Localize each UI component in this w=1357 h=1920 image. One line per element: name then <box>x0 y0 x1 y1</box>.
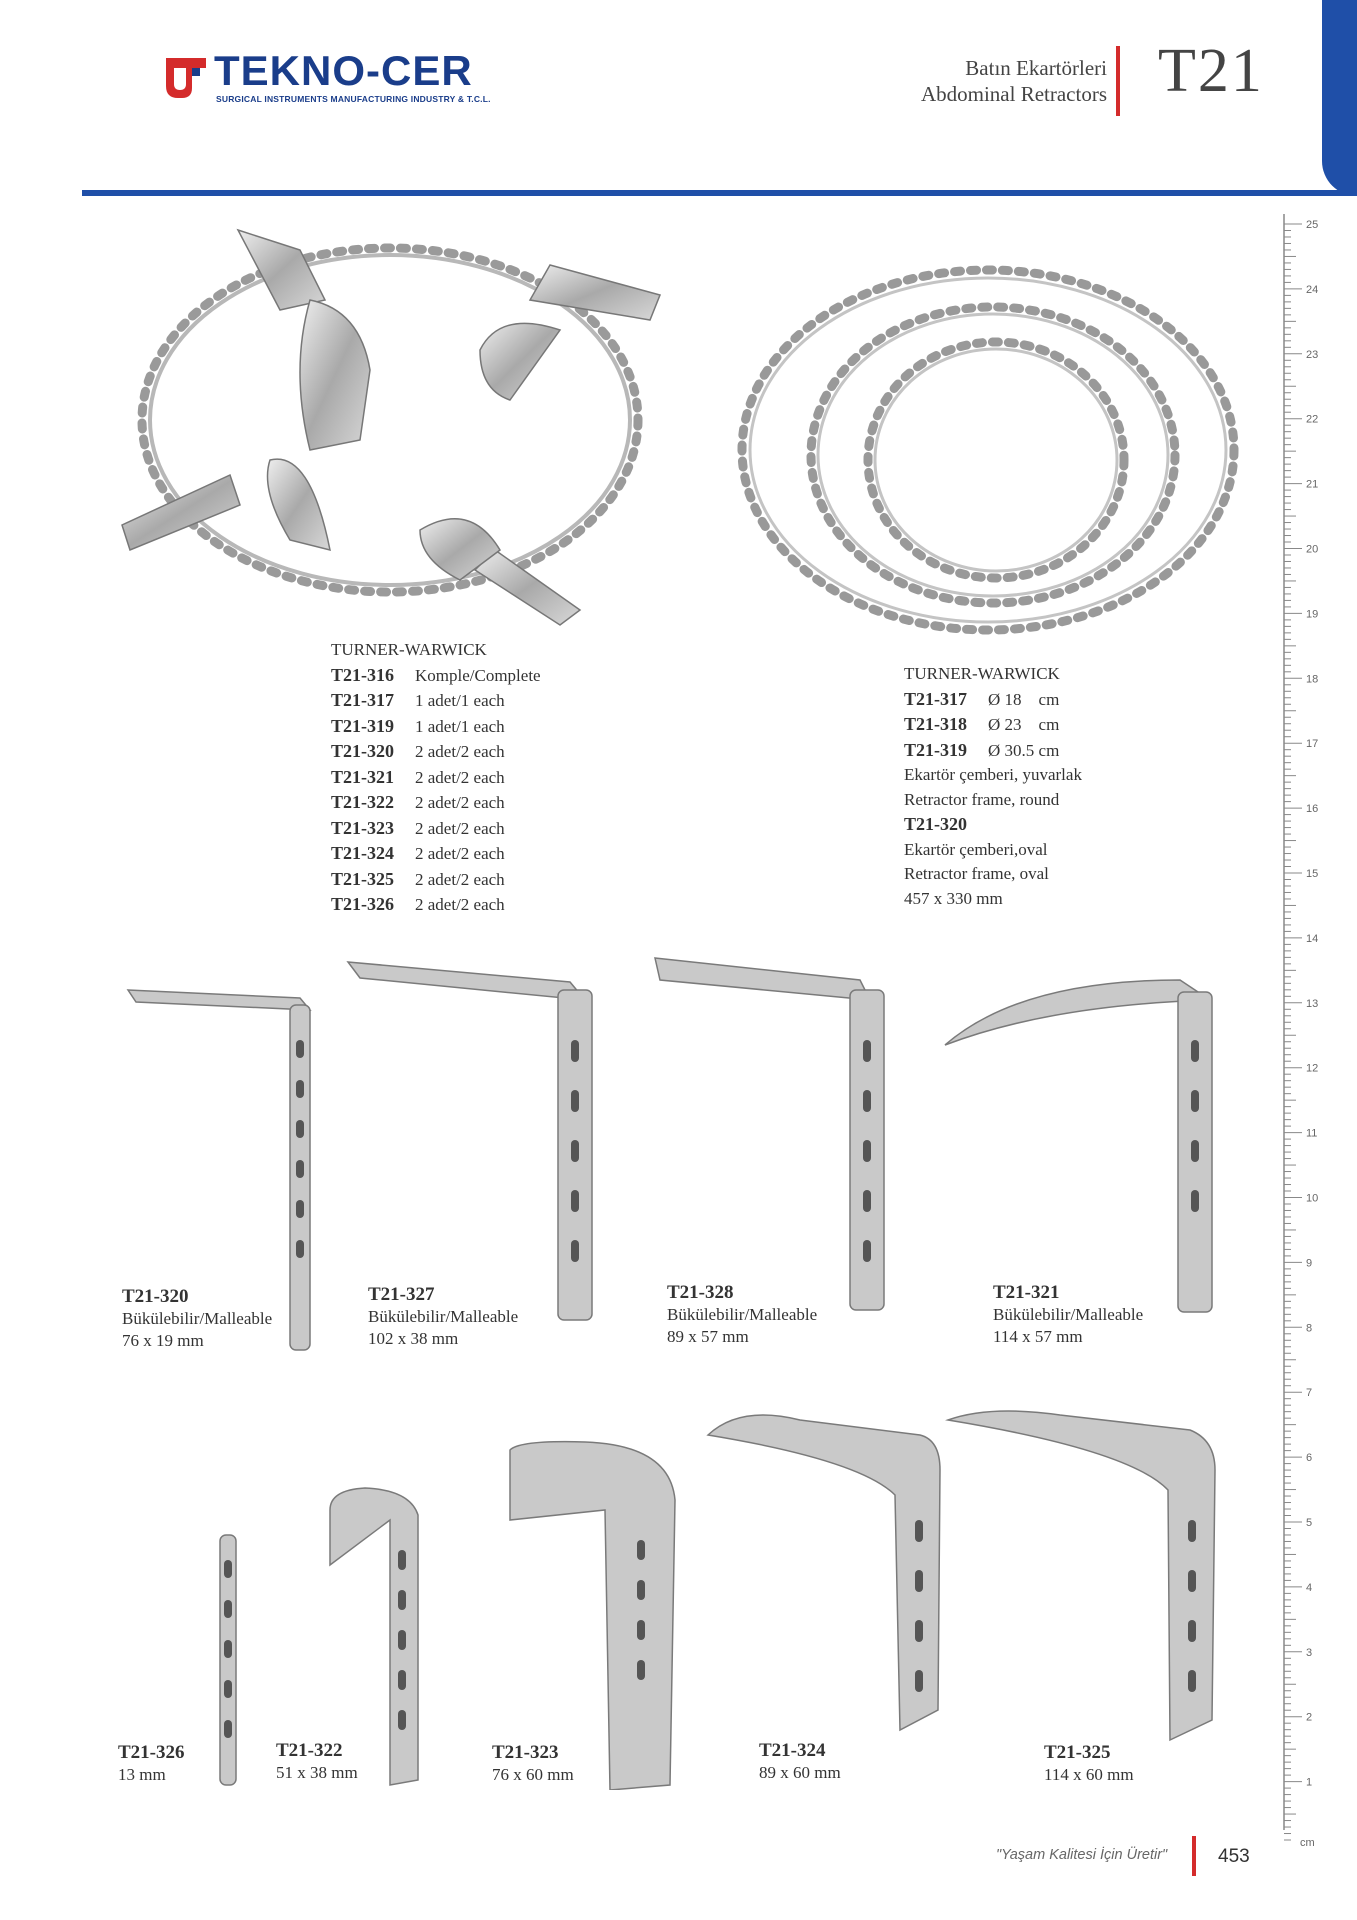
list-item: T21-325 2 adet/2 each <box>331 868 505 889</box>
round-frame-tr: Ekartör çemberi, yuvarlak <box>904 765 1082 784</box>
ruler-label: 5 <box>1306 1517 1313 1529</box>
list-item: T21-317 1 adet/1 each <box>331 690 505 710</box>
list-item: T21-326 2 adet/2 each <box>331 894 505 914</box>
ruler-label: 9 <box>1306 1257 1313 1270</box>
ruler-label: 10 <box>1306 1192 1319 1205</box>
logo-mark-icon <box>162 54 210 104</box>
list-item: T21-324 2 adet/2 each <box>331 843 505 863</box>
page-number: 453 <box>1218 1846 1250 1867</box>
cm-ruler <box>1280 210 1340 1850</box>
blade-label-t21-323: T21-323 76 x 60 mm <box>492 1742 574 1784</box>
list-item: T21-317 Ø 18 cm <box>904 688 1060 709</box>
blade-label-t21-326: T21-326 13 mm <box>118 1742 185 1784</box>
ruler-label: 3 <box>1306 1646 1313 1659</box>
round-frame-en: Retractor frame, round <box>904 789 1060 809</box>
oval-frame-en: Retractor frame, oval <box>904 864 1049 883</box>
brand-text: TEKNO-CER <box>214 47 473 94</box>
section-code: T21 <box>1158 37 1264 105</box>
turner-warwick-complete-illustration <box>110 220 670 640</box>
blade-label-t21-328: T21-328 Bükülebilir/Malleable 89 x 57 mm <box>667 1282 818 1346</box>
ruler-label: 6 <box>1306 1452 1313 1465</box>
ruler-label: 8 <box>1306 1322 1313 1335</box>
list-item: T21-318 Ø 23 cm <box>904 714 1060 734</box>
list-item: T21-319 Ø 30.5 cm <box>904 739 1060 760</box>
blade-label-t21-320: T21-320 Bükülebilir/Malleable 76 x 19 mm <box>122 1286 273 1350</box>
right-product-block <box>904 662 1082 911</box>
oval-frame-size: 457 x 330 mm <box>904 888 1003 908</box>
ruler-label: 17 <box>1306 738 1319 751</box>
list-item: T21-321 2 adet/2 each <box>331 766 505 787</box>
list-item: T21-323 2 adet/2 each <box>331 817 505 838</box>
ruler-label: 22 <box>1306 413 1319 426</box>
header-corner-band <box>1322 0 1357 196</box>
ruler-label: 16 <box>1306 803 1319 816</box>
blade-label-t21-322: T21-322 51 x 38 mm <box>276 1740 358 1782</box>
ruler-label: 2 <box>1306 1711 1313 1724</box>
left-heading: TURNER-WARWICK <box>331 640 487 659</box>
brand-subtitle: SURGICAL INSTRUMENTS MANUFACTURING INDUSTRY & T.C.L. <box>216 94 491 104</box>
list-item: T21-316 Komple/Complete <box>331 664 541 685</box>
brand-name <box>214 47 473 94</box>
ruler-label: 25 <box>1306 219 1319 231</box>
page-title-en: Abdominal Retractors <box>920 82 1107 106</box>
title-divider <box>1116 46 1120 116</box>
blade-label-t21-321: T21-321 Bükülebilir/Malleable 114 x 57 mm <box>993 1282 1144 1346</box>
ruler-label: 11 <box>1306 1127 1318 1140</box>
ruler-label: 4 <box>1306 1581 1313 1594</box>
left-product-block <box>331 638 541 918</box>
list-item: T21-319 1 adet/1 each <box>331 715 505 736</box>
footer-divider <box>1192 1836 1196 1876</box>
ruler-label: 23 <box>1306 348 1319 361</box>
blades-row2-illustration <box>200 1400 1250 1790</box>
ruler-label: 12 <box>1306 1062 1319 1075</box>
oval-frame-tr: Ekartör çemberi,oval <box>904 839 1048 859</box>
ruler-label: 18 <box>1306 673 1319 686</box>
ruler-label: 1 <box>1306 1776 1313 1789</box>
oval-frame-code: T21-320 <box>904 814 967 834</box>
ruler-label: 7 <box>1306 1387 1313 1400</box>
ruler-label: 19 <box>1306 608 1319 621</box>
right-heading: TURNER-WARWICK <box>904 664 1060 683</box>
ruler-label: 15 <box>1306 868 1319 880</box>
list-item: T21-320 2 adet/2 each <box>331 741 505 761</box>
ruler-label: 13 <box>1306 997 1319 1010</box>
ruler-label: 24 <box>1306 283 1319 296</box>
list-item: T21-322 2 adet/2 each <box>331 792 505 812</box>
ruler-unit: cm <box>1300 1837 1315 1849</box>
blade-label-t21-324: T21-324 89 x 60 mm <box>759 1740 841 1782</box>
blade-label-t21-325: T21-325 114 x 60 mm <box>1044 1742 1134 1784</box>
footer-slogan: "Yaşam Kalitesi İçin Üretir" <box>996 1847 1168 1863</box>
ruler-label: 20 <box>1306 543 1319 556</box>
blade-label-t21-327: T21-327 Bükülebilir/Malleable 102 x 38 mm <box>368 1284 519 1348</box>
ruler-label: 21 <box>1306 478 1319 491</box>
header-rule <box>82 190 1357 196</box>
ruler-label: 14 <box>1306 932 1319 945</box>
page-title-tr: Batın Ekartörleri <box>965 56 1107 80</box>
brand-logo <box>162 54 210 109</box>
retractor-frames-illustration <box>728 255 1248 645</box>
